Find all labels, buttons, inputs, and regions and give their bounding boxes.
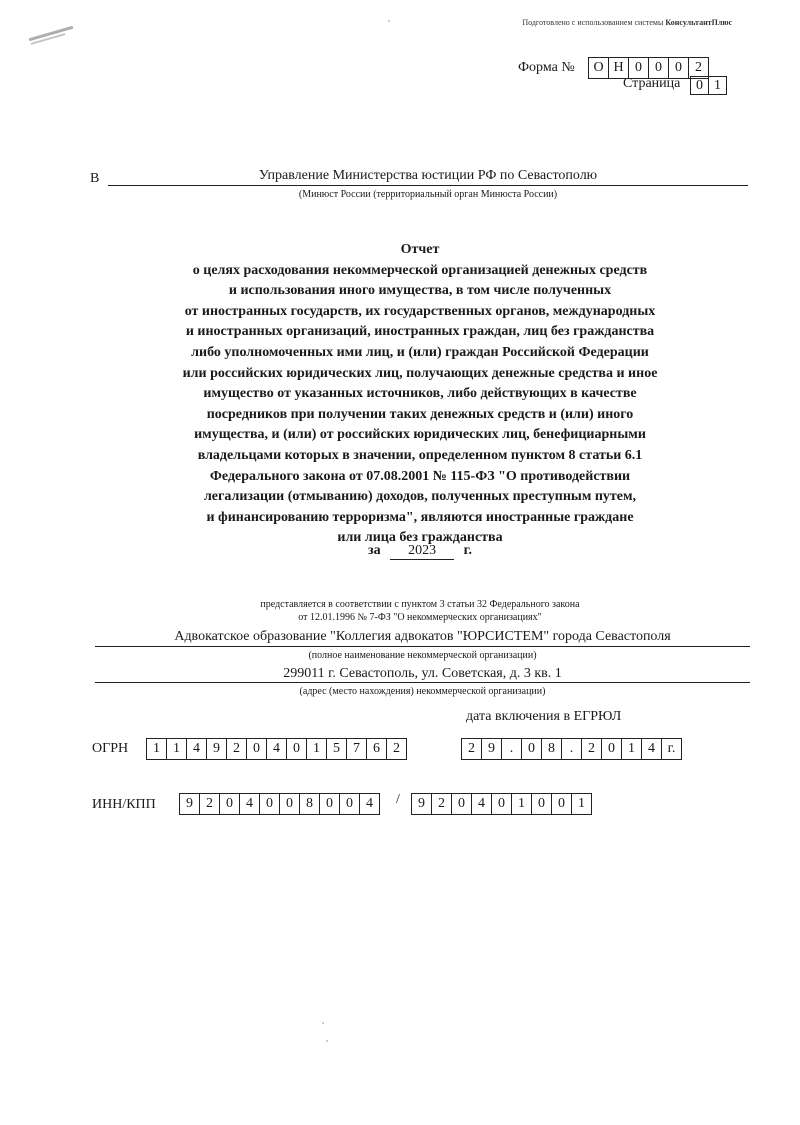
ogrn-label: ОГРН [92, 741, 129, 756]
character-cell: 0 [628, 57, 649, 79]
title-line: или российских юридических лиц, получающих денежные средства и иное [182, 365, 658, 381]
character-cell: 7 [346, 738, 367, 760]
title-line: о целях расходования некоммерческой организацией денежных средств [192, 262, 648, 278]
egrul-date-boxes [462, 738, 682, 760]
legal-basis [100, 598, 740, 624]
prepared-note [522, 18, 732, 27]
character-cell: 1 [511, 793, 532, 815]
character-cell: . [561, 738, 582, 760]
character-cell: 0 [491, 793, 512, 815]
character-cell: 0 [521, 738, 542, 760]
character-cell: 1 [306, 738, 327, 760]
legal-basis-line: от 12.01.1996 № 7-ФЗ "О некоммерческих организациях" [298, 612, 542, 623]
organization-name-caption: (полное наименование некоммерческой организации) [308, 650, 537, 661]
character-cell: 0 [531, 793, 552, 815]
character-cell: 0 [339, 793, 360, 815]
ogrn-boxes [147, 738, 407, 760]
kpp-boxes [412, 793, 592, 815]
organization-address: 299011 г. Севастополь, ул. Советская, д. 3 кв. 1 [283, 666, 562, 681]
title-line: легализации (отмыванию) доходов, полученных преступным путем, [203, 489, 637, 505]
character-cell: 0 [601, 738, 622, 760]
character-cell: 1 [621, 738, 642, 760]
character-cell: 0 [279, 793, 300, 815]
title-line: владельцами которых в значении, определенном пунктом 8 статьи 6.1 [197, 447, 643, 463]
inn-boxes [180, 793, 380, 815]
title-line: Федерального закона от 07.08.2001 № 115-ФЗ "О противодействии [209, 468, 631, 484]
character-cell: 0 [648, 57, 669, 79]
character-cell: . [501, 738, 522, 760]
title-line: и финансированию терроризма", являются иностранные граждане [206, 509, 634, 525]
scan-speck [326, 1040, 328, 1042]
character-cell: 2 [581, 738, 602, 760]
character-cell: г. [661, 738, 682, 760]
character-cell: 4 [359, 793, 380, 815]
character-cell: 0 [690, 76, 709, 95]
egrul-date-label: дата включения в ЕГРЮЛ [466, 709, 622, 724]
character-cell: 2 [688, 57, 709, 79]
title-line: либо уполномоченных ими лиц, и (или) граждан Российской Федерации [191, 344, 649, 360]
character-cell: 4 [186, 738, 207, 760]
character-cell: 2 [461, 738, 482, 760]
organization-address-underline [95, 682, 750, 683]
inn-kpp-label: ИНН/КПП [92, 797, 156, 812]
prepared-prefix: Подготовлено с использованием системы [522, 18, 666, 27]
title-line: или лица без гражданства [337, 530, 503, 546]
character-cell: 0 [246, 738, 267, 760]
character-cell: 1 [166, 738, 187, 760]
report-year-line [100, 543, 740, 560]
character-cell: 0 [668, 57, 689, 79]
character-cell: 5 [326, 738, 347, 760]
character-cell: 1 [571, 793, 592, 815]
character-cell: О [588, 57, 609, 79]
year-suffix: г. [463, 543, 472, 558]
title-line: и иностранных организаций, иностранных граждан, лиц без гражданства [185, 324, 655, 340]
character-cell: 2 [386, 738, 407, 760]
recipient-caption: (Минюст России (территориальный орган Минюста России) [298, 189, 558, 200]
character-cell: 4 [641, 738, 662, 760]
character-cell: 4 [266, 738, 287, 760]
page-label: Страница [623, 76, 681, 91]
organization-name: Адвокатское образование "Коллегия адвокатов "ЮРСИСТЕМ" города Севастополя [174, 629, 671, 644]
report-year: 2023 [390, 543, 454, 560]
organization-name-underline [95, 646, 750, 647]
character-cell: 9 [206, 738, 227, 760]
form-number-label: Форма № [518, 60, 575, 75]
character-cell: 8 [299, 793, 320, 815]
recipient-prefix: В [90, 171, 100, 186]
page-number-boxes [691, 76, 727, 95]
title-line: от иностранных государств, их государственных органов, международных [184, 303, 656, 319]
character-cell: 9 [411, 793, 432, 815]
character-cell: 0 [319, 793, 340, 815]
report-title [100, 240, 740, 549]
title-line: Отчет [400, 242, 440, 257]
character-cell: 6 [366, 738, 387, 760]
character-cell: 1 [708, 76, 727, 95]
scan-speck [322, 1022, 324, 1024]
character-cell: 2 [199, 793, 220, 815]
organization-address-caption: (адрес (место нахождения) некоммерческой организации) [299, 686, 546, 697]
scan-speck [388, 20, 390, 22]
character-cell: 0 [259, 793, 280, 815]
character-cell: 0 [551, 793, 572, 815]
recipient-underline [108, 185, 748, 186]
character-cell: 2 [431, 793, 452, 815]
legal-basis-line: представляется в соответствии с пунктом 3 статьи 32 Федерального закона [260, 599, 580, 610]
character-cell: 1 [146, 738, 167, 760]
title-line: имущество от указанных источников, либо действующих в качестве [203, 386, 637, 402]
character-cell: 4 [239, 793, 260, 815]
inn-kpp-separator: / [396, 792, 400, 807]
year-prefix: за [368, 543, 381, 558]
title-line: посредников при получении таких денежных средств и (или) иного [206, 406, 634, 422]
character-cell: 0 [219, 793, 240, 815]
character-cell: 0 [451, 793, 472, 815]
character-cell: 0 [286, 738, 307, 760]
character-cell: 8 [541, 738, 562, 760]
character-cell: Н [608, 57, 629, 79]
character-cell: 4 [471, 793, 492, 815]
recipient-name: Управление Министерства юстиции РФ по Севастополю [258, 168, 598, 183]
character-cell: 2 [226, 738, 247, 760]
character-cell: 9 [179, 793, 200, 815]
title-line: имущества, и (или) от российских юридических лиц, бенефициарными [194, 427, 646, 443]
prepared-brand: КонсультантПлюс [665, 18, 732, 27]
character-cell: 9 [481, 738, 502, 760]
title-line: и использования иного имущества, в том числе полученных [228, 283, 612, 299]
